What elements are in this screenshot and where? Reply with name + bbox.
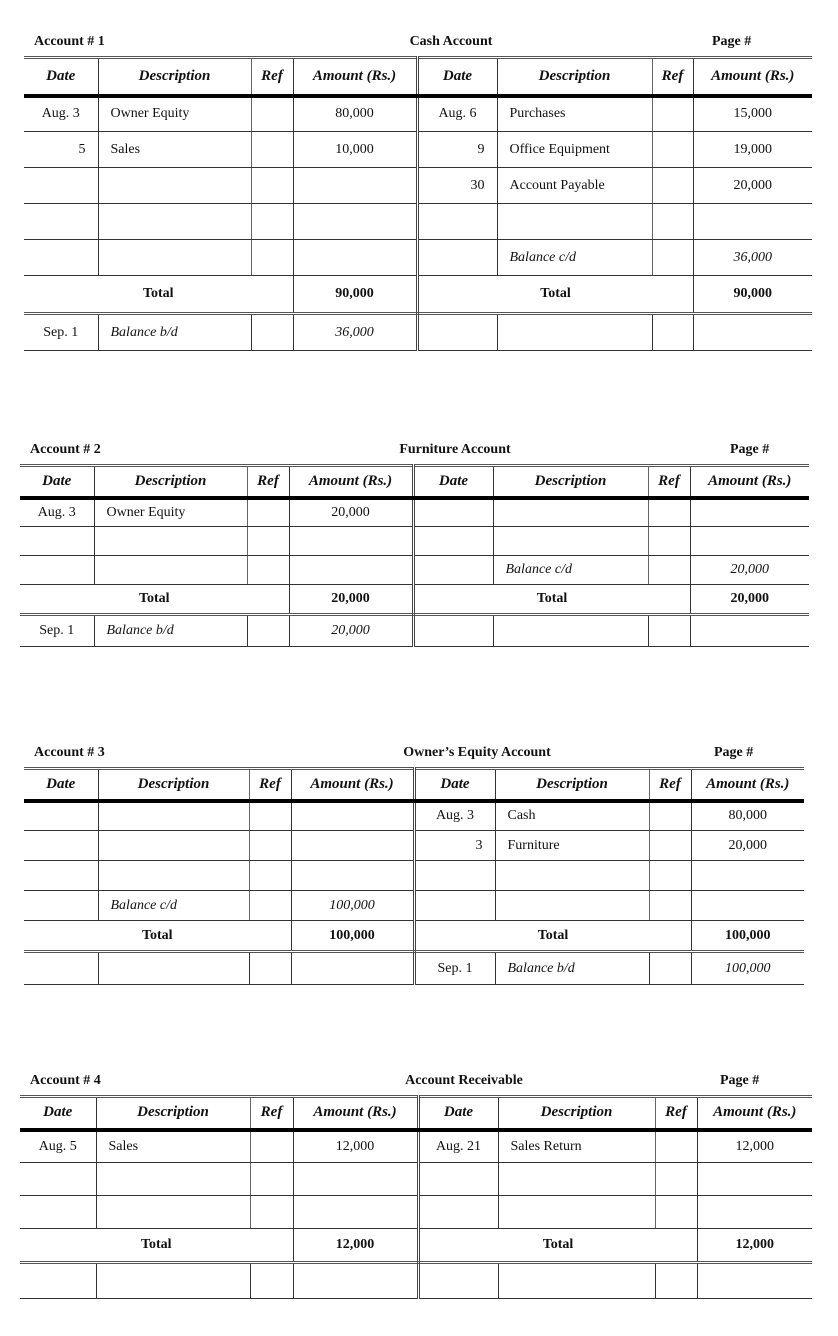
debit-description-cell — [98, 240, 251, 276]
credit-total-label: Total — [413, 585, 690, 615]
credit-date-cell — [418, 1163, 498, 1196]
account-number: Account # 1 — [34, 34, 105, 49]
credit-amount-cell: 80,000 — [691, 801, 804, 831]
credit-date-cell — [413, 527, 493, 556]
debit-ref-cell — [251, 132, 293, 168]
debit-description-header: Description — [98, 769, 249, 801]
credit-amount-header: Amount (Rs.) — [697, 1097, 812, 1130]
credit-date-header: Date — [417, 58, 497, 96]
ledger-row — [20, 527, 809, 556]
ledger-row — [20, 1130, 812, 1163]
credit-balance-amount — [690, 615, 809, 647]
debit-ref-cell — [247, 498, 289, 527]
debit-date-cell — [24, 861, 98, 891]
debit-description-cell — [96, 1163, 250, 1196]
credit-amount-header: Amount (Rs.) — [690, 466, 809, 498]
credit-amount-cell: 20,000 — [693, 168, 812, 204]
ledger-row — [24, 891, 804, 921]
debit-total-amount: 90,000 — [293, 276, 417, 314]
credit-amount-cell — [690, 527, 809, 556]
total-row — [24, 921, 804, 952]
total-row — [20, 1229, 812, 1263]
credit-date-cell: 3 — [414, 831, 495, 861]
debit-amount-cell — [293, 204, 417, 240]
credit-amount-cell: 19,000 — [693, 132, 812, 168]
credit-date-cell: 30 — [417, 168, 497, 204]
debit-balance-amount: 36,000 — [293, 314, 417, 351]
debit-ref-cell — [249, 891, 291, 921]
debit-date-header: Date — [20, 466, 94, 498]
debit-balance-description: Balance b/d — [98, 314, 251, 351]
page-number-label: Page # — [730, 442, 770, 457]
debit-total-label: Total — [24, 921, 291, 952]
debit-amount-cell — [291, 831, 414, 861]
debit-amount-cell — [293, 168, 417, 204]
credit-description-header: Description — [498, 1097, 655, 1130]
debit-description-cell: Owner Equity — [98, 96, 251, 132]
debit-balance-date — [20, 1263, 96, 1299]
debit-ref-header: Ref — [251, 58, 293, 96]
credit-balance-description — [498, 1263, 655, 1299]
debit-amount-cell — [293, 240, 417, 276]
credit-amount-header: Amount (Rs.) — [693, 58, 812, 96]
credit-amount-cell: 20,000 — [690, 556, 809, 585]
credit-description-cell: Account Payable — [497, 168, 652, 204]
debit-balance-amount: 20,000 — [289, 615, 413, 647]
total-row — [20, 585, 809, 615]
account-number: Account # 2 — [30, 442, 101, 457]
debit-ref-header: Ref — [250, 1097, 293, 1130]
credit-description-cell: Cash — [495, 801, 649, 831]
credit-date-cell — [414, 891, 495, 921]
debit-total-label: Total — [20, 1229, 293, 1263]
credit-description-header: Description — [497, 58, 652, 96]
credit-amount-cell — [691, 891, 804, 921]
credit-balance-date — [413, 615, 493, 647]
debit-date-cell — [20, 556, 94, 585]
debit-description-cell: Sales — [96, 1130, 250, 1163]
debit-date-cell — [24, 168, 98, 204]
debit-description-cell: Balance c/d — [98, 891, 249, 921]
credit-description-cell: Sales Return — [498, 1130, 655, 1163]
credit-date-cell: Aug. 3 — [414, 801, 495, 831]
credit-balance-date — [418, 1263, 498, 1299]
credit-balance-description — [497, 314, 652, 351]
debit-total-amount: 20,000 — [289, 585, 413, 615]
credit-total-amount: 100,000 — [691, 921, 804, 952]
account-title: Owner’s Equity Account — [403, 745, 551, 760]
ledger-row — [20, 556, 809, 585]
ledger-row — [24, 168, 812, 204]
ledger-row — [20, 498, 809, 527]
credit-date-cell: Aug. 6 — [417, 96, 497, 132]
credit-amount-cell — [691, 861, 804, 891]
ledger-row — [20, 1163, 812, 1196]
debit-date-cell — [24, 240, 98, 276]
debit-amount-cell — [289, 556, 413, 585]
credit-date-cell — [413, 498, 493, 527]
debit-balance-date: Sep. 1 — [24, 314, 98, 351]
ledger-row — [20, 1196, 812, 1229]
ledger-row — [24, 96, 812, 132]
credit-amount-cell — [693, 204, 812, 240]
debit-date-cell — [24, 204, 98, 240]
ledger-table — [24, 56, 812, 351]
debit-balance-description: Balance b/d — [94, 615, 247, 647]
debit-ref-header: Ref — [249, 769, 291, 801]
credit-balance-amount — [697, 1263, 812, 1299]
debit-date-header: Date — [24, 769, 98, 801]
ledger-table — [20, 464, 809, 647]
balance-brought-down-row — [24, 952, 804, 985]
debit-ref-cell — [251, 204, 293, 240]
debit-amount-header: Amount (Rs.) — [293, 58, 417, 96]
debit-description-header: Description — [94, 466, 247, 498]
debit-amount-header: Amount (Rs.) — [293, 1097, 418, 1130]
credit-balance-date — [417, 314, 497, 351]
debit-date-cell — [24, 801, 98, 831]
column-header-row — [24, 769, 804, 801]
credit-total-label: Total — [418, 1229, 697, 1263]
debit-description-cell — [98, 204, 251, 240]
total-row — [24, 276, 812, 314]
credit-description-cell — [498, 1163, 655, 1196]
credit-ref-cell — [655, 1163, 697, 1196]
credit-balance-ref — [652, 314, 693, 351]
debit-date-cell — [24, 831, 98, 861]
credit-ref-cell — [655, 1130, 697, 1163]
debit-balance-ref — [247, 615, 289, 647]
credit-amount-cell — [697, 1196, 812, 1229]
credit-balance-date: Sep. 1 — [414, 952, 495, 985]
ledger-header — [24, 32, 812, 52]
debit-amount-cell — [293, 1163, 418, 1196]
credit-amount-cell: 12,000 — [697, 1130, 812, 1163]
credit-date-header: Date — [413, 466, 493, 498]
column-header-row — [20, 1097, 812, 1130]
debit-amount-cell — [289, 527, 413, 556]
ledger-row — [24, 132, 812, 168]
debit-ref-cell — [247, 556, 289, 585]
debit-description-cell — [98, 168, 251, 204]
debit-total-amount: 100,000 — [291, 921, 414, 952]
credit-ref-cell — [648, 498, 690, 527]
credit-amount-cell — [697, 1163, 812, 1196]
credit-balance-description: Balance b/d — [495, 952, 649, 985]
balance-brought-down-row — [20, 1263, 812, 1299]
page-number-label: Page # — [714, 745, 754, 760]
credit-description-cell — [495, 891, 649, 921]
credit-ref-header: Ref — [649, 769, 691, 801]
credit-date-cell — [413, 556, 493, 585]
debit-ref-cell — [250, 1196, 293, 1229]
credit-total-label: Total — [417, 276, 693, 314]
account-number: Account # 3 — [34, 745, 105, 760]
ledger-row — [24, 801, 804, 831]
debit-balance-date — [24, 952, 98, 985]
debit-ref-cell — [249, 801, 291, 831]
credit-date-cell — [417, 204, 497, 240]
debit-balance-amount — [293, 1263, 418, 1299]
credit-balance-ref — [655, 1263, 697, 1299]
debit-total-label: Total — [20, 585, 289, 615]
debit-balance-ref — [249, 952, 291, 985]
credit-ref-cell — [652, 204, 693, 240]
account-title: Account Receivable — [405, 1073, 523, 1088]
debit-description-cell — [98, 861, 249, 891]
credit-description-cell: Purchases — [497, 96, 652, 132]
credit-amount-cell: 15,000 — [693, 96, 812, 132]
credit-ref-cell — [649, 861, 691, 891]
debit-description-cell — [98, 831, 249, 861]
account-title: Cash Account — [409, 34, 493, 49]
credit-description-cell: Balance c/d — [493, 556, 648, 585]
credit-description-cell: Balance c/d — [497, 240, 652, 276]
debit-balance-amount — [291, 952, 414, 985]
debit-date-header: Date — [24, 58, 98, 96]
debit-description-header: Description — [98, 58, 251, 96]
credit-balance-amount — [693, 314, 812, 351]
credit-description-cell — [497, 204, 652, 240]
ledger-header — [24, 743, 804, 763]
debit-total-amount: 12,000 — [293, 1229, 418, 1263]
credit-date-cell: 9 — [417, 132, 497, 168]
debit-date-cell — [20, 527, 94, 556]
ledger-header — [20, 1071, 812, 1091]
debit-amount-cell: 100,000 — [291, 891, 414, 921]
debit-date-cell: Aug. 3 — [20, 498, 94, 527]
debit-ref-cell — [247, 527, 289, 556]
debit-balance-ref — [251, 314, 293, 351]
credit-date-cell — [418, 1196, 498, 1229]
credit-ref-cell — [652, 96, 693, 132]
debit-ref-cell — [251, 96, 293, 132]
credit-amount-cell: 36,000 — [693, 240, 812, 276]
column-header-row — [20, 466, 809, 498]
ledger-table — [24, 767, 804, 985]
debit-ref-cell — [250, 1163, 293, 1196]
credit-description-cell — [493, 498, 648, 527]
credit-description-header: Description — [493, 466, 648, 498]
credit-total-amount: 90,000 — [693, 276, 812, 314]
debit-description-header: Description — [96, 1097, 250, 1130]
account-number: Account # 4 — [30, 1073, 101, 1088]
credit-description-cell: Furniture — [495, 831, 649, 861]
credit-amount-cell: 20,000 — [691, 831, 804, 861]
credit-ref-header: Ref — [648, 466, 690, 498]
debit-description-cell: Sales — [98, 132, 251, 168]
credit-ref-cell — [652, 240, 693, 276]
credit-amount-cell — [690, 498, 809, 527]
credit-total-amount: 12,000 — [697, 1229, 812, 1263]
debit-ref-cell — [249, 861, 291, 891]
credit-description-cell: Office Equipment — [497, 132, 652, 168]
credit-balance-amount: 100,000 — [691, 952, 804, 985]
debit-ref-cell — [250, 1130, 293, 1163]
credit-description-cell — [495, 861, 649, 891]
debit-date-header: Date — [20, 1097, 96, 1130]
debit-date-cell: Aug. 3 — [24, 96, 98, 132]
credit-date-header: Date — [414, 769, 495, 801]
debit-balance-description — [96, 1263, 250, 1299]
credit-date-header: Date — [418, 1097, 498, 1130]
debit-amount-cell: 20,000 — [289, 498, 413, 527]
credit-ref-header: Ref — [655, 1097, 697, 1130]
credit-ref-cell — [649, 801, 691, 831]
credit-balance-description — [493, 615, 648, 647]
debit-balance-description — [98, 952, 249, 985]
credit-total-amount: 20,000 — [690, 585, 809, 615]
debit-ref-cell — [251, 240, 293, 276]
credit-ref-cell — [652, 132, 693, 168]
ledger-table — [20, 1095, 812, 1299]
debit-date-cell: Aug. 5 — [20, 1130, 96, 1163]
balance-brought-down-row — [24, 314, 812, 351]
account-title: Furniture Account — [399, 442, 511, 457]
debit-ref-cell — [249, 831, 291, 861]
page-number-label: Page # — [720, 1073, 760, 1088]
debit-description-cell — [98, 801, 249, 831]
ledger-header — [20, 440, 809, 460]
ledger-row — [24, 831, 804, 861]
credit-balance-ref — [649, 952, 691, 985]
credit-description-cell — [498, 1196, 655, 1229]
debit-date-cell: 5 — [24, 132, 98, 168]
debit-ref-cell — [251, 168, 293, 204]
credit-ref-cell — [648, 556, 690, 585]
credit-ref-cell — [648, 527, 690, 556]
debit-date-cell — [20, 1196, 96, 1229]
credit-date-cell — [417, 240, 497, 276]
debit-amount-header: Amount (Rs.) — [291, 769, 414, 801]
debit-amount-cell — [291, 861, 414, 891]
credit-ref-cell — [655, 1196, 697, 1229]
ledger-row — [24, 861, 804, 891]
debit-amount-header: Amount (Rs.) — [289, 466, 413, 498]
debit-amount-cell — [291, 801, 414, 831]
page-number-label: Page # — [712, 34, 752, 49]
credit-amount-header: Amount (Rs.) — [691, 769, 804, 801]
debit-description-cell — [94, 527, 247, 556]
debit-amount-cell: 10,000 — [293, 132, 417, 168]
debit-amount-cell: 12,000 — [293, 1130, 418, 1163]
credit-date-cell: Aug. 21 — [418, 1130, 498, 1163]
credit-ref-header: Ref — [652, 58, 693, 96]
ledger-row — [24, 240, 812, 276]
debit-amount-cell: 80,000 — [293, 96, 417, 132]
debit-description-cell: Owner Equity — [94, 498, 247, 527]
debit-amount-cell — [293, 1196, 418, 1229]
ledger-row — [24, 204, 812, 240]
credit-description-header: Description — [495, 769, 649, 801]
debit-balance-ref — [250, 1263, 293, 1299]
credit-ref-cell — [652, 168, 693, 204]
debit-total-label: Total — [24, 276, 293, 314]
credit-ref-cell — [649, 891, 691, 921]
column-header-row — [24, 58, 812, 96]
credit-ref-cell — [649, 831, 691, 861]
debit-ref-header: Ref — [247, 466, 289, 498]
debit-date-cell — [24, 891, 98, 921]
debit-balance-date: Sep. 1 — [20, 615, 94, 647]
credit-total-label: Total — [414, 921, 691, 952]
debit-description-cell — [94, 556, 247, 585]
credit-date-cell — [414, 861, 495, 891]
credit-description-cell — [493, 527, 648, 556]
credit-balance-ref — [648, 615, 690, 647]
balance-brought-down-row — [20, 615, 809, 647]
debit-description-cell — [96, 1196, 250, 1229]
debit-date-cell — [20, 1163, 96, 1196]
